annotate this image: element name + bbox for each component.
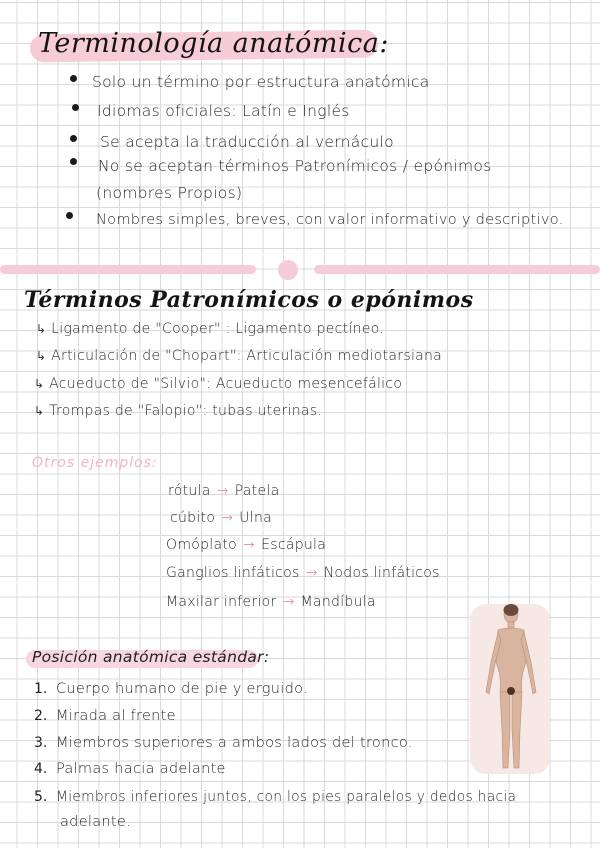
item-text: Miembros superiores a ambos lados del tronco. (56, 735, 413, 751)
example-from: Ganglios linfáticos (166, 565, 300, 581)
numbered-item (34, 705, 176, 724)
item-text: Cuerpo humano de pie y erguido. (56, 681, 308, 697)
divider-right (314, 265, 600, 274)
item-number: 2. (34, 708, 48, 724)
list-item-text: Trompas de "Falopio": tubas uterinas. (49, 403, 323, 419)
list-item-text: Acueducto de "Silvio": Acueducto mesencefálico (49, 376, 403, 392)
bullet-item-continuation: (nombres Propios) (96, 184, 243, 202)
example-row (168, 483, 279, 499)
example-row (166, 565, 440, 581)
example-row (166, 594, 376, 610)
numbered-item-continuation (60, 811, 131, 830)
example-from: Maxilar inferior (166, 594, 277, 610)
bullet-item: Solo un término por estructura anatómica (92, 73, 430, 91)
right-arrow-icon: → (243, 537, 256, 553)
list-item-text: Articulación de "Chopart": Articulación mediotarsiana (51, 348, 443, 364)
bullet-item: Se acepta la traducción al vernáculo (100, 133, 394, 151)
item-text: Miembros inferiores juntos, con los pies paralelos y dedos hacia (56, 789, 517, 805)
bullet-item: Nombres simples, breves, con valor informativo y descriptivo. (96, 212, 564, 228)
example-from: Omóplato (166, 537, 238, 553)
example-to: Patela (234, 483, 280, 499)
right-arrow-icon: → (216, 483, 229, 499)
list-item (34, 373, 402, 392)
bullet-item: Idiomas oficiales: Latín e Inglés (97, 102, 350, 120)
return-arrow-icon: ↳ (36, 322, 47, 336)
bullet-dot (70, 158, 77, 165)
example-to: Mandíbula (300, 594, 376, 610)
bullet-dot (72, 104, 79, 111)
bullet-dot (70, 135, 77, 142)
return-arrow-icon: ↳ (36, 349, 47, 363)
example-to: Ulna (239, 510, 273, 526)
list-item (36, 318, 384, 337)
return-arrow-icon: ↳ (34, 404, 45, 418)
section-heading-eponimos: Términos Patronímicos o epónimos (24, 287, 474, 313)
numbered-item (34, 758, 226, 777)
bullet-dot (70, 75, 77, 82)
list-item (34, 400, 322, 419)
standing-human-figure-icon (470, 600, 552, 780)
example-to: Nodos linfáticos (323, 565, 440, 581)
example-to: Escápula (261, 537, 327, 553)
item-text: Mirada al frente (56, 708, 176, 724)
otros-ejemplos-label: Otros ejemplos: (32, 455, 158, 471)
page-title: Terminología anatómica: (38, 28, 389, 59)
example-row (170, 510, 272, 526)
right-arrow-icon: → (305, 565, 318, 581)
return-arrow-icon: ↳ (34, 377, 45, 391)
list-item (36, 345, 442, 364)
numbered-item (34, 786, 516, 805)
item-number: 5. (34, 789, 48, 805)
item-number: 4. (34, 761, 48, 777)
right-arrow-icon: → (221, 510, 234, 526)
example-from: cúbito (170, 510, 216, 526)
numbered-item (34, 678, 308, 697)
example-row (166, 537, 326, 553)
numbered-item (34, 732, 413, 751)
posicion-title: Posición anatómica estándar: (32, 648, 270, 666)
example-from: rótula (168, 483, 211, 499)
list-item-text: Ligamento de "Cooper" : Ligamento pectíneo. (51, 321, 385, 337)
bullet-item: No se aceptan términos Patronímicos / epónimos (98, 157, 492, 175)
item-number: 1. (34, 681, 48, 697)
right-arrow-icon: → (282, 594, 295, 610)
bullet-dot (66, 212, 73, 219)
divider-left (0, 265, 256, 274)
item-text: Palmas hacia adelante (56, 761, 226, 777)
divider-dot (278, 260, 298, 280)
item-text: adelante. (60, 814, 132, 830)
item-number: 3. (34, 735, 48, 751)
